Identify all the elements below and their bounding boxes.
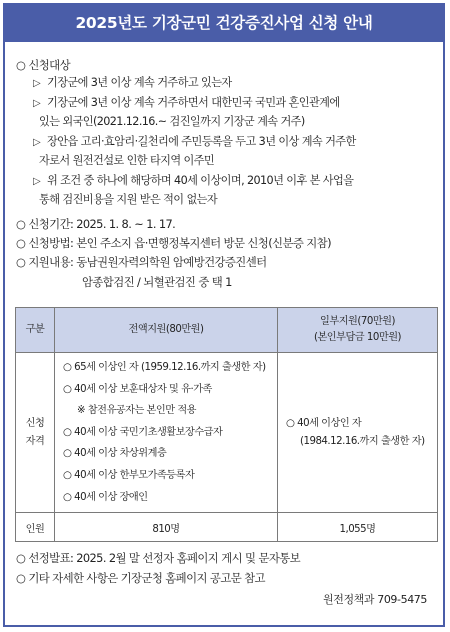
other-info: ○ 기타 자세한 사항은 기장군청 홈페이지 공고문 참고 [16, 571, 265, 585]
target-item-text: 위 조건 중 하나에 해당하며 40세 이상이며, 2010년 이후 본 사업을 [47, 174, 354, 187]
qualification-label [16, 353, 55, 513]
target-heading: ○ 신청대상 [16, 58, 70, 72]
support-content-options: 암종합검진 / 뇌혈관검진 중 택 1 [82, 275, 232, 289]
support-content: ○ 지원내용: 동남권원자력의학원 암예방건강증진센터 [16, 255, 267, 269]
apply-method: ○ 신청방법: 본인 주소지 읍·면행정복지센터 방문 신청(신분증 지참) [16, 236, 331, 250]
criteria-item: ○ 40세 이상 차상위계층 [63, 448, 167, 460]
target-item-4-cont: 통해 검진비용을 지원 받은 적이 없는자 [39, 193, 218, 206]
header-gubun: 구분 [16, 308, 55, 353]
partial-support-criteria [278, 353, 438, 513]
qualification-label-line1: 신청 [25, 417, 45, 429]
triangle-bullet-icon: ▷ [33, 98, 41, 109]
criteria-item: ○ 40세 이상 국민기초생활보장수급자 [63, 426, 223, 438]
target-item-2 [33, 93, 340, 114]
table-row-qualification [16, 353, 438, 513]
triangle-bullet-icon: ▷ [33, 78, 41, 89]
notice-frame [3, 3, 445, 627]
triangle-bullet-icon: ▷ [33, 137, 41, 148]
full-support-criteria [55, 353, 278, 513]
target-item-2-cont: 있는 외국인(2021.12.16.~ 검진일까지 기장군 계속 거주) [39, 115, 305, 128]
header-partial-line2: (본인부담금 10만원) [313, 332, 402, 343]
people-full: 810명 [55, 513, 278, 542]
table-row-people [16, 513, 438, 542]
apply-period: ○ 신청기간: 2025. 1. 8. ~ 1. 17. [16, 217, 176, 231]
header-full-support: 전액지원(80만원) [55, 308, 278, 353]
table-header-row [16, 308, 438, 353]
target-item-3 [33, 132, 356, 153]
people-label: 인원 [16, 513, 55, 542]
header-partial-line1: 일부지원(70만원) [320, 316, 395, 327]
qualification-label-line2: 자격 [25, 435, 45, 447]
triangle-bullet-icon: ▷ [33, 176, 41, 187]
contact-info: 원전정책과 709-5475 [323, 593, 427, 606]
criteria-note: ※ 참전유공자는 본인만 적용 [77, 405, 197, 417]
target-item-text: 기장군에 3년 이상 계속 거주하면서 대한민국 국민과 혼인관계에 [47, 96, 340, 109]
criteria-item: ○ 40세 이상 한부모가족등록자 [63, 469, 195, 481]
target-item-text: 기장군에 3년 이상 계속 거주하고 있는자 [47, 76, 232, 89]
header-partial-support [278, 308, 438, 353]
criteria-item: ○ 40세 이상 보훈대상자 및 유·가족 [63, 383, 212, 395]
partial-criteria-line1: ○ 40세 이상인 자 [286, 417, 362, 429]
target-item-4 [33, 171, 353, 192]
people-partial: 1,055명 [278, 513, 438, 542]
target-item-1 [33, 73, 232, 94]
target-item-3-cont: 자로서 원전건설로 인한 타지역 이주민 [39, 154, 215, 167]
selection-announcement: ○ 선정발표: 2025. 2월 말 선정자 홈페이지 게시 및 문자통보 [16, 551, 301, 565]
criteria-item: ○ 40세 이상 장애인 [63, 491, 148, 503]
support-table [15, 307, 438, 542]
criteria-item: ○ 65세 이상인 자 (1959.12.16.까지 출생한 자) [63, 362, 266, 373]
partial-criteria-line2: (1984.12.16.까지 출생한 자) [300, 435, 425, 447]
target-item-text: 장안읍 고리·효암리·길천리에 주민등록을 두고 3년 이상 계속 거주한 [47, 135, 356, 148]
notice-title: 2025년도 기장군민 건강증진사업 신청 안내 [5, 5, 443, 42]
